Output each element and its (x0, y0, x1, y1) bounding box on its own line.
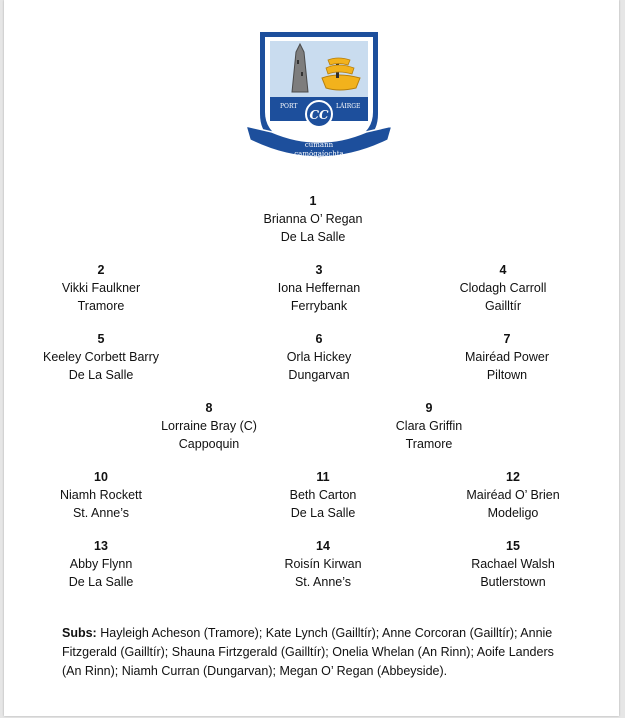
player-number: 1 (309, 194, 317, 208)
player-name: Iona Heffernan (277, 281, 361, 295)
subs-paragraph (62, 624, 562, 681)
player-name: Keeley Corbett Barry (42, 350, 160, 364)
player-number: 13 (94, 539, 108, 553)
crest-text-port: PORT (280, 103, 298, 110)
crest-text-lairge: LÁIRGE (336, 103, 361, 110)
player-number: 8 (205, 401, 213, 415)
monogram-text: CC (309, 108, 329, 122)
player-name: Niamh Rockett (60, 488, 142, 502)
player-number: 9 (425, 401, 433, 415)
subs-list: Hayleigh Acheson (Tramore); Kate Lynch (Gailltír); Anne Corcoran (Gailltír); Annie Fitzgerald (Gailltír); Shauna Firtzgerald (Gailltír); Onelia Whelan (An Rinn); Aoife Landers (An Rinn); Niamh Curran (Dungarvan); Megan O’ Regan (Abbeyside). (62, 626, 554, 678)
player-15 (418, 537, 608, 591)
crest-text-cumann: cumann (304, 141, 334, 149)
player-number: 3 (315, 263, 323, 277)
player-number: 2 (97, 263, 105, 277)
player-8 (114, 399, 304, 453)
player-club: Modeligo (487, 506, 539, 520)
player-name: Mairéad O’ Brien (466, 488, 560, 502)
player-13 (6, 537, 196, 591)
player-number: 12 (506, 470, 520, 484)
player-name: Mairéad Power (464, 350, 550, 364)
player-12 (418, 468, 608, 522)
player-1 (218, 192, 408, 246)
player-name: Rachael Walsh (471, 557, 555, 571)
player-name: Vikki Faulkner (61, 281, 141, 295)
player-11 (228, 468, 418, 522)
document-page (4, 0, 619, 716)
player-number: 11 (316, 470, 330, 484)
player-club: Butlerstown (480, 575, 546, 589)
player-club: Piltown (486, 368, 528, 382)
subs-label: Subs: (62, 626, 97, 640)
player-5 (6, 330, 196, 384)
player-7 (412, 330, 602, 384)
player-6 (224, 330, 414, 384)
player-club: Gailltír (484, 299, 522, 313)
player-14 (228, 537, 418, 591)
player-number: 10 (94, 470, 108, 484)
player-number: 7 (503, 332, 511, 346)
player-club: St. Anne’s (72, 506, 130, 520)
player-number: 6 (315, 332, 323, 346)
player-2 (6, 261, 196, 315)
player-number: 15 (506, 539, 520, 553)
player-club: De La Salle (68, 575, 134, 589)
player-name: Orla Hickey (286, 350, 352, 364)
player-name: Brianna O’ Regan (263, 212, 363, 226)
player-number: 4 (499, 263, 507, 277)
player-number: 5 (97, 332, 105, 346)
camogie-crest-logo (242, 28, 396, 173)
player-name: Lorraine Bray (C) (161, 419, 257, 433)
player-name: Clara Griffin (395, 419, 463, 433)
crest-text-camogaiochta: camógaíochta (294, 150, 344, 158)
player-club: Tramore (77, 299, 125, 313)
player-3 (224, 261, 414, 315)
player-club: Dungarvan (288, 368, 350, 382)
player-club: De La Salle (68, 368, 134, 382)
player-name: Clodagh Carroll (459, 281, 547, 295)
player-club: De La Salle (280, 230, 346, 244)
player-10 (6, 468, 196, 522)
player-name: Beth Carton (289, 488, 357, 502)
player-4 (408, 261, 598, 315)
player-9 (334, 399, 524, 453)
ship-icon (322, 75, 360, 90)
player-number: 14 (316, 539, 330, 553)
player-club: Cappoquin (178, 437, 240, 451)
player-name: Abby Flynn (69, 557, 133, 571)
player-club: De La Salle (290, 506, 356, 520)
player-club: Tramore (405, 437, 453, 451)
player-club: Ferrybank (290, 299, 348, 313)
player-name: Roisín Kirwan (284, 557, 362, 571)
player-club: St. Anne’s (294, 575, 352, 589)
